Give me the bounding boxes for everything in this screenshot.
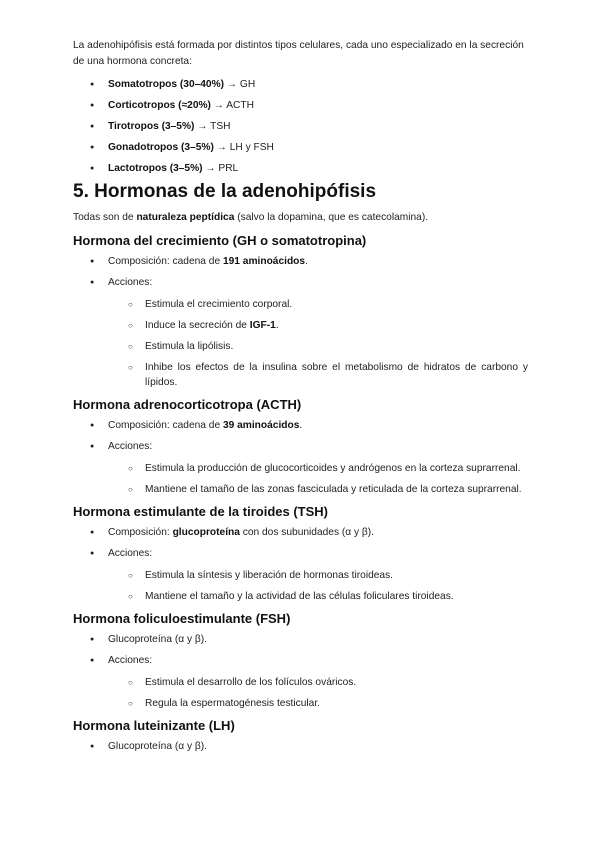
list-item: ○ Estimula la producción de glucocorticoides y andrógenos en la corteza suprarrenal. xyxy=(128,461,528,476)
list-item: ○ Estimula el crecimiento corporal. xyxy=(128,297,528,312)
list-item: ● Corticotropos (≈20%) → ACTH xyxy=(90,98,528,114)
list-item: ● Composición: cadena de 39 aminoácidos. xyxy=(90,418,528,434)
list-item: ○ Estimula la lipólisis. xyxy=(128,339,528,354)
list-item: ● Acciones: ○ Estimula la síntesis y liberación de hormonas tiroideas. ○ Mantiene el tamaño y la actividad de las células foliculares tiroideas. xyxy=(90,546,528,604)
list-item: ○ Mantiene el tamaño de las zonas fasciculada y reticulada de la corteza suprarrenal. xyxy=(128,482,528,497)
intro-paragraph: La adenohipófisis está formada por distintos tipos celulares, cada uno especializado en la secreción de una hormona concreta: xyxy=(73,40,524,67)
list-item: ● Lactotropos (3–5%) → PRL xyxy=(90,161,528,177)
list-item: ○ Inhibe los efectos de la insulina sobre el metabolismo de hidratos de carbono y lípidos. xyxy=(128,360,528,390)
cell-type-list xyxy=(90,77,528,177)
list-item: ● Composición: glucoproteína con dos subunidades (α y β). xyxy=(90,525,528,541)
list-item: ● Glucoproteína (α y β). xyxy=(90,632,528,648)
fsh-actions-list xyxy=(128,675,528,711)
list-item: ● Acciones: ○ Estimula el crecimiento corporal. ○ Induce la secreción de IGF-1. ○ Estimula la lipólisis. ○ Inhibe los efectos de la insulina sobre el metabolismo de hidratos de carbono y lípidos. xyxy=(90,275,528,390)
gh-actions-list xyxy=(128,297,528,390)
section-title: 5. Hormonas de la adenohipófisis xyxy=(73,181,377,202)
gh-list xyxy=(90,254,528,390)
heading-fsh: Hormona foliculoestimulante (FSH) xyxy=(73,611,291,626)
heading-lh: Hormona luteinizante (LH) xyxy=(73,718,235,733)
list-item: ○ Mantiene el tamaño y la actividad de las células foliculares tiroideas. xyxy=(128,589,528,604)
heading-tsh: Hormona estimulante de la tiroides (TSH) xyxy=(73,504,328,519)
list-item: ● Composición: cadena de 191 aminoácidos. xyxy=(90,254,528,270)
heading-gh: Hormona del crecimiento (GH o somatotropina) xyxy=(73,233,367,248)
list-item: ● Acciones: ○ Estimula el desarrollo de los folículos ováricos. ○ Regula la espermatogénesis testicular. xyxy=(90,653,528,711)
list-item: ● Gonadotropos (3–5%) → LH y FSH xyxy=(90,140,528,156)
tsh-actions-list xyxy=(128,568,528,604)
list-item: ○ Estimula el desarrollo de los folículos ováricos. xyxy=(128,675,528,690)
list-item: ● Tirotropos (3–5%) → TSH xyxy=(90,119,528,135)
list-item: ○ Regula la espermatogénesis testicular. xyxy=(128,696,528,711)
acth-list xyxy=(90,418,528,497)
list-item: ● Acciones: ○ Estimula la producción de glucocorticoides y andrógenos en la corteza suprarrenal. ○ Mantiene el tamaño de las zonas fasciculada y reticulada de la corteza suprarrenal. xyxy=(90,439,528,497)
list-item: ○ Induce la secreción de IGF-1. xyxy=(128,318,528,333)
heading-acth: Hormona adrenocorticotropa (ACTH) xyxy=(73,397,302,412)
tsh-list xyxy=(90,525,528,604)
acth-actions-list xyxy=(128,461,528,497)
lh-list xyxy=(90,739,528,755)
list-item: ● Somatotropos (30–40%) → GH xyxy=(90,77,528,93)
section-intro: Todas son de naturaleza peptídica (salvo la dopamina, que es catecolamina). xyxy=(73,212,429,223)
list-item: ● Glucoproteína (α y β). xyxy=(90,739,528,755)
list-item: ○ Estimula la síntesis y liberación de hormonas tiroideas. xyxy=(128,568,528,583)
fsh-list xyxy=(90,632,528,711)
